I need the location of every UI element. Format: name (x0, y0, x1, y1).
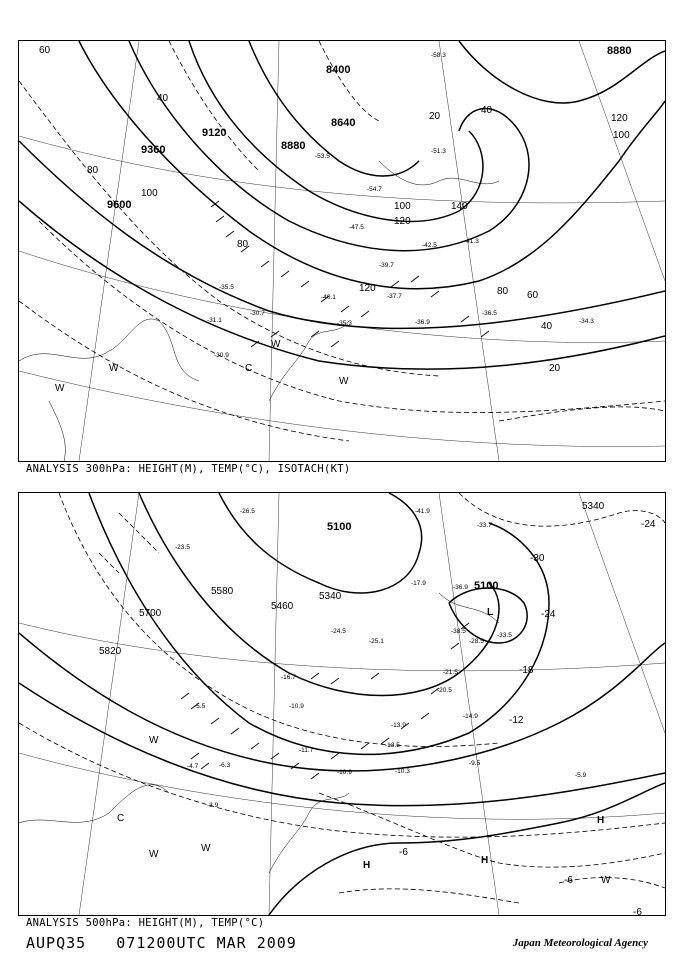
temperature-label: -53.5 (315, 153, 330, 160)
temperature-label: -16.7 (281, 674, 296, 681)
height-label: 5820 (99, 646, 122, 657)
temperature-label: -5.9 (575, 772, 587, 779)
temperature-label: -38.5 (451, 628, 466, 635)
isotherm-label: -18 (519, 665, 534, 676)
temperature-label: -41.3 (464, 238, 479, 245)
height-label: 8640 (331, 117, 356, 129)
temperature-label: -30.9 (214, 352, 229, 359)
height-label: 5340 (582, 501, 605, 512)
isotach-label: 120 (611, 113, 628, 124)
temperature-label: -20.5 (437, 687, 452, 694)
isotherm-label: -12 (509, 715, 524, 726)
isotherm-label: -6 (633, 907, 642, 915)
temperature-label: -58.3 (431, 52, 446, 59)
map-panel-500hpa (18, 492, 666, 916)
isotach-label: 40 (157, 93, 169, 104)
temperature-label: -36.5 (482, 310, 497, 317)
height-labels-500-small (99, 501, 605, 657)
temperature-label: -6.3 (219, 762, 231, 769)
height-label: 5580 (211, 586, 234, 597)
isotach-label: 80 (237, 239, 249, 250)
temperature-label: -35.5 (219, 284, 234, 291)
temperature-label: -54.7 (367, 186, 382, 193)
temperature-label: -25.1 (369, 638, 384, 645)
isotach-label: 100 (613, 130, 630, 141)
isotach-label: 20 (429, 111, 441, 122)
temperature-label: -30.7 (250, 310, 265, 317)
isotherm-label: -30 (530, 553, 545, 564)
temperature-label: -37.7 (387, 293, 402, 300)
map-500hpa-svg (19, 493, 665, 915)
isotach-label: 120 (394, 216, 411, 227)
temperature-label: -24.5 (331, 628, 346, 635)
isotherm-label: -6 (399, 847, 408, 858)
temperature-label: -41.9 (415, 508, 430, 515)
temperature-label: -36.9 (415, 319, 430, 326)
temperature-label: -14.9 (463, 713, 478, 720)
temperature-label: -42.5 (422, 242, 437, 249)
temperature-label: -28.5 (469, 638, 484, 645)
warm-symbol: W (109, 363, 119, 374)
temperature-label: -31.1 (207, 317, 222, 324)
temperature-label: -47.5 (349, 224, 364, 231)
isotach-label: 60 (527, 290, 539, 301)
cold-symbol: C (245, 363, 253, 374)
height-label: 5340 (319, 591, 342, 602)
isotach-label: 100 (394, 201, 411, 212)
isotach-label: 80 (497, 286, 509, 297)
warm-symbol: W (149, 735, 159, 746)
warm-symbol: W (601, 875, 611, 886)
height-contours-500 (19, 493, 665, 915)
valid-time: 071200UTC MAR 2009 (116, 934, 297, 952)
isotach-label: 40 (481, 105, 493, 116)
isotherm-labels-500 (399, 519, 656, 915)
height-label: 9360 (141, 144, 166, 156)
temperature-label: -34.3 (579, 318, 594, 325)
warm-symbol: W (271, 339, 281, 350)
isotherm-label: -24 (541, 609, 556, 620)
high-pressure-symbol: H (481, 855, 489, 866)
warm-symbol: W (149, 849, 159, 860)
isotach-label: 100 (141, 188, 158, 199)
symbols-300 (55, 339, 349, 394)
temperature-label: -33.5 (497, 632, 512, 639)
warm-symbol: W (201, 843, 211, 854)
caption-300hpa: ANALYSIS 300hPa: HEIGHT(M), TEMP(°C), ISOTACH(KT) (26, 463, 351, 475)
agency-name: Japan Meteorological Agency (512, 937, 648, 949)
isotach-label: 140 (451, 201, 468, 212)
isotherm-label: -6 (564, 875, 573, 886)
temperature-label: -10.9 (289, 703, 304, 710)
isotach-label: 20 (549, 363, 561, 374)
chart-id-line (26, 934, 297, 952)
height-label: 5100 (327, 521, 352, 533)
temperature-label: -11.7 (299, 747, 314, 754)
graticule (19, 41, 665, 461)
temperature-label: -26.5 (240, 508, 255, 515)
height-label: 8400 (326, 64, 351, 76)
caption-500hpa: ANALYSIS 500hPa: HEIGHT(M), TEMP(°C) (26, 917, 265, 929)
temperature-label: -3.9 (207, 802, 219, 809)
map-panel-300hpa (18, 40, 666, 462)
low-pressure-symbol: L (487, 607, 494, 618)
temperature-label: -4.7 (187, 763, 199, 770)
high-pressure-symbol: H (363, 860, 371, 871)
wind-barbs-500 (181, 623, 469, 779)
height-label: 8880 (607, 45, 632, 57)
temperature-labels-500 (175, 508, 587, 809)
high-pressure-symbol: H (597, 815, 605, 826)
map-300hpa-svg (19, 41, 665, 461)
warm-symbol: W (55, 383, 65, 394)
temperature-label: -40.1 (321, 294, 336, 301)
temperature-label: -10.9 (337, 769, 352, 776)
temperature-label: -13.9 (391, 722, 406, 729)
height-label: 5700 (139, 608, 162, 619)
isotach-label: 40 (541, 321, 553, 332)
cold-symbol: C (117, 813, 125, 824)
temperature-label: -5.5 (194, 703, 206, 710)
isotach-label: 60 (39, 45, 51, 56)
temperature-label: -33.7 (477, 522, 492, 529)
temperature-label: -13.5 (385, 742, 400, 749)
temperature-label: -9.5 (469, 760, 481, 767)
temperature-label: -36.9 (453, 584, 468, 591)
temperature-label: -21.5 (443, 669, 458, 676)
chart-code: AUPQ35 (26, 934, 87, 952)
height-label: 5100 (474, 580, 499, 592)
isotach-label: 80 (87, 165, 99, 176)
temperature-label: -10.3 (395, 768, 410, 775)
height-label: 8880 (281, 140, 306, 152)
height-label: 5460 (271, 601, 294, 612)
height-label: 9600 (107, 199, 132, 211)
temperature-label: -51.3 (431, 148, 446, 155)
temperature-label: -39.7 (379, 262, 394, 269)
warm-symbol: W (339, 376, 349, 387)
isotach-label: 120 (359, 283, 376, 294)
temperature-label: -35.3 (337, 320, 352, 327)
isotherm-label: -24 (641, 519, 656, 530)
height-label: 9120 (202, 127, 227, 139)
temperature-label: -23.5 (175, 544, 190, 551)
temperature-label: -17.9 (411, 580, 426, 587)
